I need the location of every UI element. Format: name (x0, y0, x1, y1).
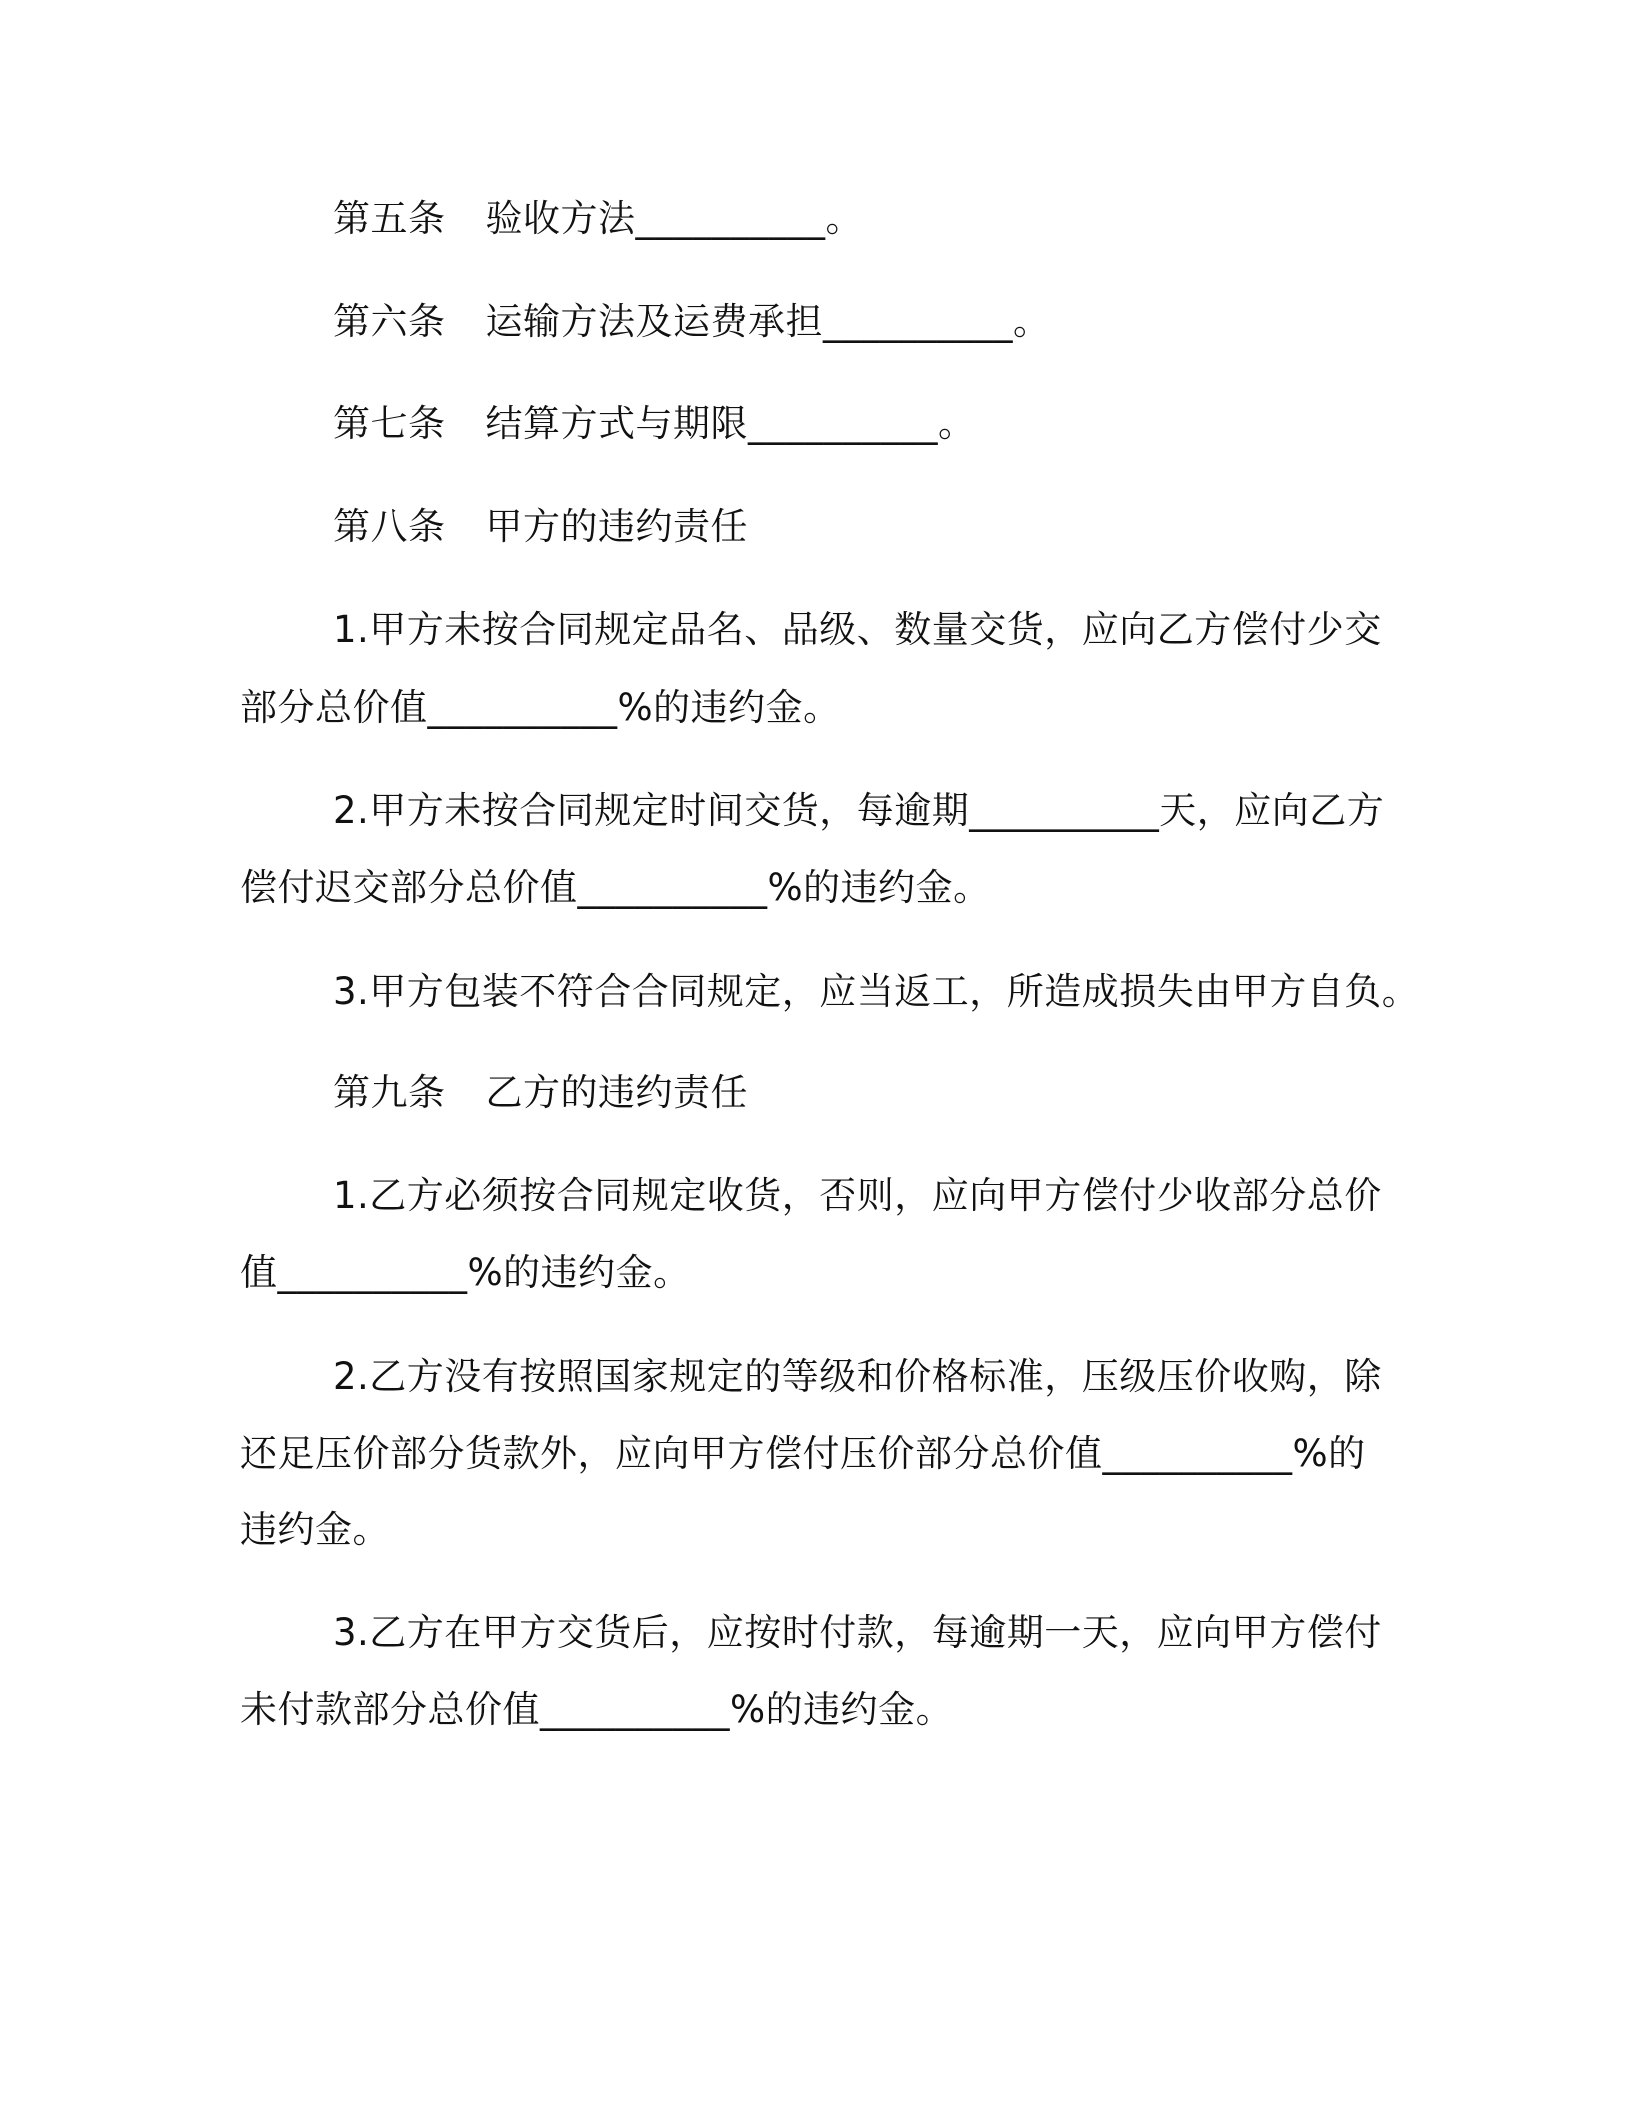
a8-item1-line2: 部分总价值__________%的违约金。 (240, 686, 841, 729)
article-9 (333, 1069, 748, 1117)
article-5 (333, 195, 863, 243)
a9-item1-line2: 值__________%的违约金。 (240, 1251, 691, 1294)
article-7-label: 第七条 (333, 402, 446, 445)
article-8 (333, 503, 748, 551)
a8-item2-line1: 2.甲方未按合同规定时间交货，每逾期__________天，应向乙方 (333, 789, 1385, 832)
article-6-label: 第六条 (333, 300, 446, 343)
article-6 (333, 298, 1051, 346)
a9-item2-line1: 2.乙方没有按照国家规定的等级和价格标准，压级压价收购，除 (333, 1355, 1382, 1398)
a9-item3-line1: 3.乙方在甲方交货后，应按时付款，每逾期一天，应向甲方偿付 (333, 1611, 1382, 1654)
article-5-label: 第五条 (333, 197, 446, 240)
a8-item3-line1: 3.甲方包装不符合合同规定，应当返工，所造成损失由甲方自负。 (333, 970, 1420, 1013)
article-7 (333, 400, 976, 448)
article-5-text: 验收方法__________。 (485, 197, 863, 240)
a9-item2-line2: 还足压价部分货款外，应向甲方偿付压价部分总价值__________%的 (240, 1432, 1366, 1475)
a8-item1-line1: 1.甲方未按合同规定品名、品级、数量交货，应向乙方偿付少交 (333, 608, 1382, 651)
a9-item2-line3: 违约金。 (240, 1508, 390, 1551)
article-9-label: 第九条 (333, 1071, 446, 1114)
article-8-text: 甲方的违约责任 (485, 505, 748, 548)
a9-item3-line2: 未付款部分总价值__________%的违约金。 (240, 1688, 954, 1731)
article-8-label: 第八条 (333, 505, 446, 548)
a8-item2-line2: 偿付迟交部分总价值__________%的违约金。 (240, 866, 991, 909)
article-6-text: 运输方法及运费承担__________。 (485, 300, 1051, 343)
article-9-text: 乙方的违约责任 (485, 1071, 748, 1114)
article-7-text: 结算方式与期限__________。 (485, 402, 976, 445)
a9-item1-line1: 1.乙方必须按合同规定收货，否则，应向甲方偿付少收部分总价 (333, 1174, 1382, 1217)
